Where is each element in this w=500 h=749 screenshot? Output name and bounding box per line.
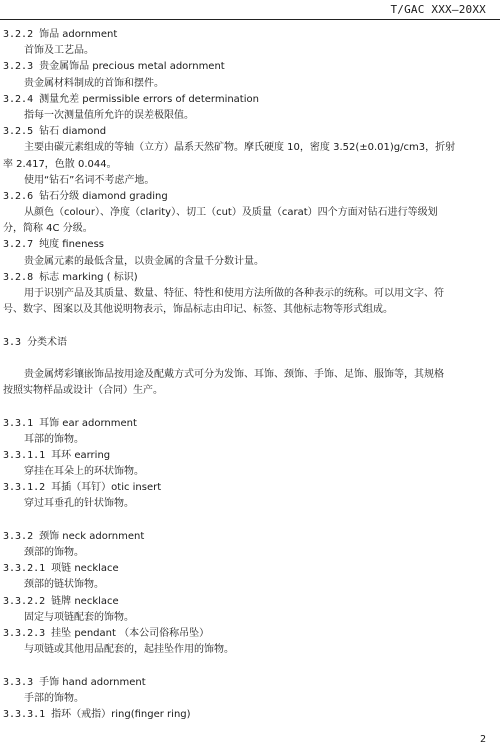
term-heading: 3.3.2.3 挂坠 pendant （本公司俗称吊坠） xyxy=(3,627,210,639)
section-paragraph: 贵金属烤彩镶嵌饰品按用途及配戴方式可分为发饰、耳饰、颈饰、手饰、足饰、服饰等，其规格 xyxy=(24,368,444,380)
section-paragraph-continued: 按照实物样品或设计（合同）生产。 xyxy=(3,385,163,397)
term-heading: 3.2.3 贵金属饰品 precious metal adornment xyxy=(3,61,225,73)
page-number: 2 xyxy=(479,734,486,745)
term-definition-continued: 号、数字、图案以及其他说明物表示，饰品标志由印记、标签、其他标志物等形式组成。 xyxy=(3,304,393,316)
section-heading: 3.3 分类术语 xyxy=(3,336,68,348)
term-heading: 3.3.1 耳饰 ear adornment xyxy=(3,417,137,429)
term-heading: 3.2.5 钻石 diamond xyxy=(3,126,107,138)
term-heading: 3.2.8 标志 marking ( 标识) xyxy=(3,271,138,283)
term-definition-continued: 分，简称 4C 分级。 xyxy=(3,223,93,235)
spacer xyxy=(0,318,500,334)
term-heading: 3.2.4 测量允差 permissible errors of determination xyxy=(3,93,259,105)
term-heading: 3.3.2.1 项链 necklace xyxy=(3,563,119,575)
term-definition: 贵金属材料制成的首饰和摆件。 xyxy=(24,77,164,89)
term-heading: 3.3.2.2 链牌 necklace xyxy=(3,595,119,607)
term-note: 使用“钻石”名词不考虑产地。 xyxy=(24,174,155,186)
term-definition: 指每一次测量值所允许的误差极限值。 xyxy=(24,109,194,121)
term-definition: 颈部的链状饰物。 xyxy=(24,579,104,591)
term-definition: 从颜色（colour）、净度（clarity）、切工（cut）及质量（carat）四个方面对钻石进行等级划 xyxy=(24,207,438,219)
spacer xyxy=(0,399,500,415)
term-definition: 用于识别产品及其质量、数量、特征、特性和使用方法所做的各种表示的统称。可以用文字、符 xyxy=(24,288,444,299)
spacer xyxy=(0,513,500,529)
term-heading: 3.3.1.1 耳环 earring xyxy=(3,449,111,461)
term-definition: 首饰及工艺品。 xyxy=(24,45,94,57)
document-code: T/GAC XXX—20XX xyxy=(390,3,486,16)
term-heading: 3.3.3.1 指环（戒指）ring(finger ring) xyxy=(3,708,191,720)
spacer xyxy=(0,351,500,367)
term-definition: 耳部的饰物。 xyxy=(24,433,84,445)
term-definition: 贵金属元素的最低含量，以贵金属的含量千分数计量。 xyxy=(24,255,264,267)
term-heading: 3.2.6 钻石分级 diamond grading xyxy=(3,190,168,202)
term-definition: 手部的饰物。 xyxy=(24,692,84,704)
term-definition: 穿挂在耳朵上的环状饰物。 xyxy=(24,466,144,478)
term-definition: 颈部的饰物。 xyxy=(24,547,84,558)
term-heading: 3.2.7 纯度 fineness xyxy=(3,239,104,251)
term-definition: 固定与项链配套的饰物。 xyxy=(24,611,134,623)
spacer xyxy=(0,658,500,674)
term-heading: 3.3.2 颈饰 neck adornment xyxy=(3,530,145,542)
header-divider xyxy=(0,19,500,20)
term-definition: 主要由碳元素组成的等轴（立方）晶系天然矿物。摩氏硬度 10，密度 3.52(±0.01)g/cm3，折射 xyxy=(24,142,456,154)
term-heading: 3.3.3 手饰 hand adornment xyxy=(3,676,146,688)
term-definition: 穿过耳垂孔的针状饰物。 xyxy=(24,498,134,510)
term-definition: 与项链或其他用品配套的，起挂坠作用的饰物。 xyxy=(24,644,234,656)
term-heading: 3.3.1.2 耳插（耳钉）otic insert xyxy=(3,482,162,494)
term-heading: 3.2.2 饰品 adornment xyxy=(3,29,118,40)
document-body xyxy=(0,27,500,723)
term-definition-continued: 率 2.417，色散 0.044。 xyxy=(3,158,117,170)
